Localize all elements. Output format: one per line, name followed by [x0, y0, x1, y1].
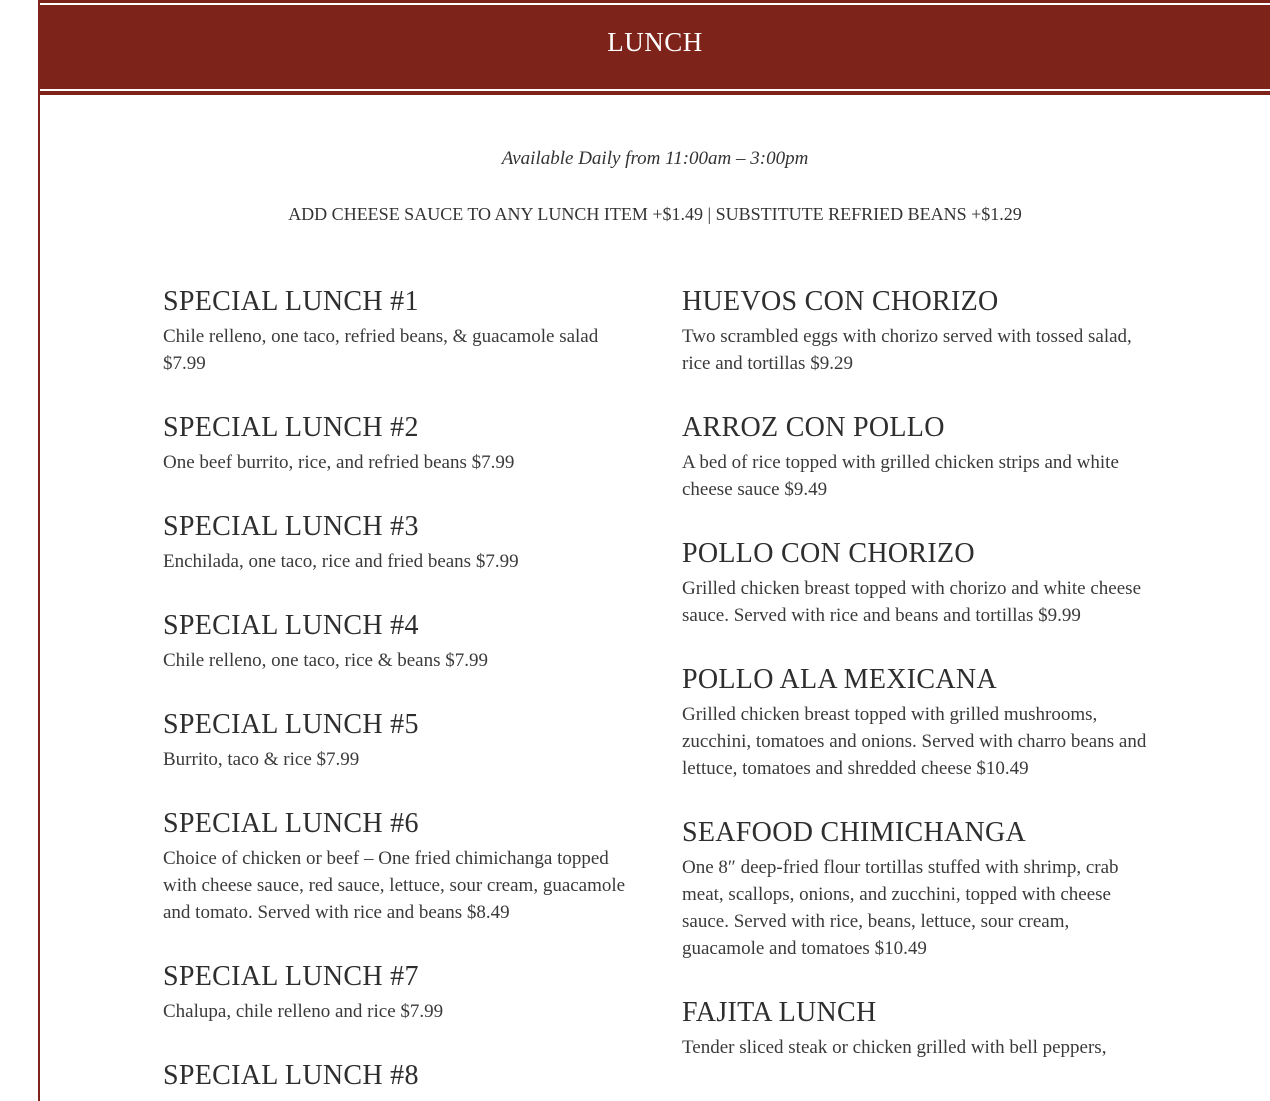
menu-item-title: SEAFOOD CHIMICHANGA	[682, 817, 1027, 848]
menu-item-title: HUEVOS CON CHORIZO	[682, 286, 999, 317]
menu-item-title: SPECIAL LUNCH #6	[163, 808, 419, 839]
menu-item	[682, 816, 1152, 962]
menu-item	[163, 960, 633, 1025]
menu-item-title: POLLO ALA MEXICANA	[682, 664, 997, 695]
menu-item-description: Choice of chicken or beef – One fried chimichanga topped with cheese sauce, red sauce, lettuce, sour cream, guacamole and tomato. Served with rice and beans $8.49	[163, 848, 626, 923]
menu-item-description: Two scrambled eggs with chorizo served with tossed salad, rice and tortillas $9.29	[682, 326, 1132, 374]
menu-item	[682, 285, 1152, 377]
menu-item-title: SPECIAL LUNCH #3	[163, 511, 419, 542]
menu-item-description: Grilled chicken breast topped with chorizo and white cheese sauce. Served with rice and beans and tortillas $9.99	[682, 578, 1141, 626]
menu-item	[682, 663, 1152, 782]
menu-item-title: ARROZ CON POLLO	[682, 412, 945, 443]
menu-item-title: SPECIAL LUNCH #4	[163, 610, 419, 641]
menu-item	[682, 537, 1152, 629]
lunch-banner	[40, 0, 1270, 95]
menu-item	[682, 411, 1152, 503]
menu-item	[163, 807, 633, 926]
menu-item-title: SPECIAL LUNCH #7	[163, 961, 419, 992]
menu-item	[163, 708, 633, 773]
menu-item-description: Grilled chicken breast topped with grilled mushrooms, zucchini, tomatoes and onions. Served with charro beans and lettuce, tomatoes and shredded cheese $10.49	[682, 704, 1147, 779]
menu-item-description: Enchilada, one taco, rice and fried beans $7.99	[163, 551, 519, 572]
menu-item	[163, 609, 633, 674]
left-menu-column	[163, 285, 633, 1101]
menu-item-title: SPECIAL LUNCH #8	[163, 1060, 419, 1091]
menu-item-title: FAJITA LUNCH	[682, 997, 877, 1028]
menu-item-title: SPECIAL LUNCH #1	[163, 286, 419, 317]
menu-item-description: One 8″ deep-fried flour tortillas stuffed with shrimp, crab meat, scallops, onions, and zucchini, topped with cheese sauce. Served with rice, beans, lettuce, sour cream, guacamole and tomatoes $10.49	[682, 857, 1119, 959]
menu-item-description: Tender sliced steak or chicken grilled with bell peppers,	[682, 1037, 1107, 1058]
menu-item	[163, 411, 633, 476]
menu-page	[38, 0, 1270, 1101]
section-title: LUNCH	[607, 27, 703, 57]
menu-item-description: Chile relleno, one taco, rice & beans $7.99	[163, 650, 489, 671]
menu-item-description: Burrito, taco & rice $7.99	[163, 749, 360, 770]
menu-item	[163, 510, 633, 575]
menu-item-description: One beef burrito, rice, and refried beans $7.99	[163, 452, 515, 473]
banner-top-rule	[40, 3, 1270, 5]
menu-item-title: SPECIAL LUNCH #2	[163, 412, 419, 443]
banner-bottom-rule	[40, 89, 1270, 91]
right-menu-column	[682, 285, 1152, 1095]
menu-item-description: A bed of rice topped with grilled chicken strips and white cheese sauce $9.49	[682, 452, 1119, 500]
menu-item-description: Chile relleno, one taco, refried beans, & guacamole salad $7.99	[163, 326, 599, 374]
menu-item-title: POLLO CON CHORIZO	[682, 538, 975, 569]
menu-item	[163, 285, 633, 377]
availability-note: Available Daily from 11:00am – 3:00pm	[501, 148, 809, 169]
menu-item-title: SPECIAL LUNCH #5	[163, 709, 419, 740]
addons-note: ADD CHEESE SAUCE TO ANY LUNCH ITEM +$1.49 | SUBSTITUTE REFRIED BEANS +$1.29	[288, 204, 1022, 224]
menu-item	[163, 1059, 633, 1093]
menu-item-description: Chalupa, chile relleno and rice $7.99	[163, 1001, 444, 1022]
menu-item	[682, 996, 1152, 1061]
